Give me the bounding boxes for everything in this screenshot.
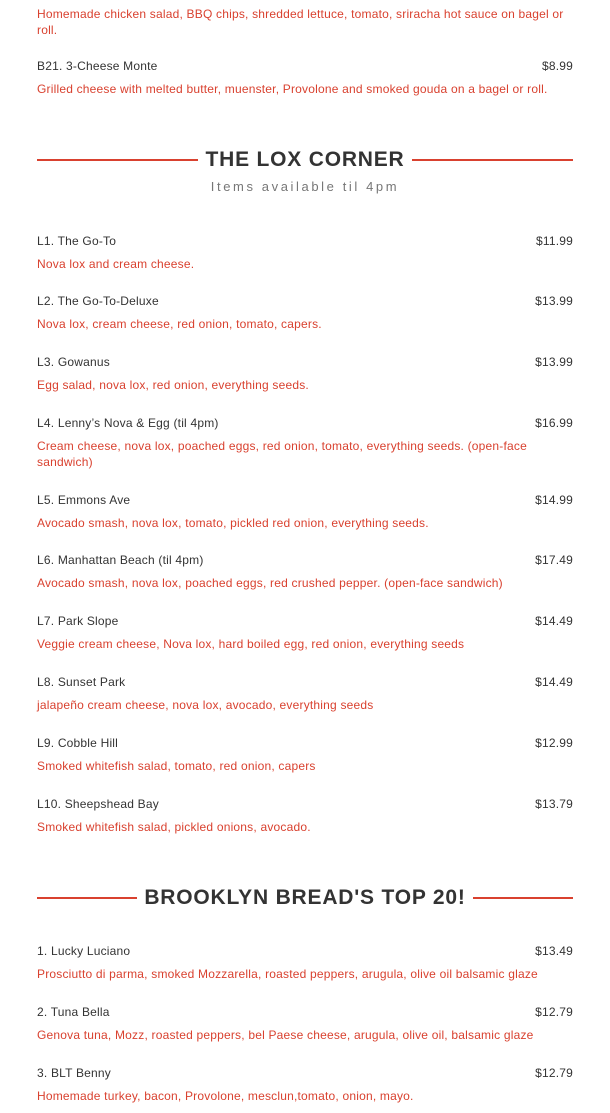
menu-item <box>37 58 573 97</box>
item-header <box>37 58 573 74</box>
item-name: L9. Cobble Hill <box>37 736 119 750</box>
item-description: Cream cheese, nova lox, poached eggs, red onion, tomato, everything seeds. (open-face sandwich) <box>37 439 527 469</box>
item-header <box>37 674 573 690</box>
item-name: 3. BLT Benny <box>37 1066 112 1080</box>
item-price: $14.49 <box>535 614 573 628</box>
item-name: L6. Manhattan Beach (til 4pm) <box>37 553 204 567</box>
item-header <box>37 492 573 508</box>
menu-item <box>37 674 573 713</box>
menu-item <box>37 1004 573 1043</box>
item-name: L8. Sunset Park <box>37 675 126 689</box>
item-price: $11.99 <box>535 234 573 248</box>
menu-item <box>37 354 573 393</box>
divider-left <box>37 897 137 899</box>
top20-section-header <box>37 886 573 910</box>
item-description: Egg salad, nova lox, red onion, everything seeds. <box>37 378 309 392</box>
item-price: $17.49 <box>535 553 573 567</box>
menu-item <box>37 552 573 591</box>
item-price: $8.99 <box>541 59 573 73</box>
item-description: Nova lox and cream cheese. <box>37 257 195 271</box>
item-header <box>37 552 573 568</box>
item-header <box>37 354 573 370</box>
lox-section-header <box>37 148 573 194</box>
item-description: Smoked whitefish salad, tomato, red onion, capers <box>37 759 316 773</box>
section-title: BROOKLYN BREAD'S TOP 20! <box>144 886 466 909</box>
item-header <box>37 293 573 309</box>
menu-item <box>37 796 573 835</box>
item-description: Avocado smash, nova lox, poached eggs, red crushed pepper. (open-face sandwich) <box>37 576 503 590</box>
item-header <box>37 796 573 812</box>
divider-left <box>37 159 198 161</box>
item-name: L7. Park Slope <box>37 614 119 628</box>
item-price: $12.79 <box>535 1066 573 1080</box>
item-name: 2. Tuna Bella <box>37 1005 110 1019</box>
divider-right <box>473 897 573 899</box>
item-header <box>37 943 573 959</box>
menu-item <box>37 233 573 272</box>
menu-item <box>37 492 573 531</box>
section-heading <box>37 886 573 910</box>
section-heading <box>37 148 573 172</box>
item-description: Veggie cream cheese, Nova lox, hard boiled egg, red onion, everything seeds <box>37 637 465 651</box>
item-price: $13.99 <box>535 355 573 369</box>
item-description: Homemade chicken salad, BBQ chips, shredded lettuce, tomato, sriracha hot sauce on bagel or roll. <box>37 7 564 37</box>
item-price: $13.99 <box>535 294 573 308</box>
item-price: $12.99 <box>535 736 573 750</box>
item-description: Avocado smash, nova lox, tomato, pickled red onion, everything seeds. <box>37 516 429 530</box>
menu-item <box>37 415 573 470</box>
divider-right <box>412 159 573 161</box>
item-name: L4. Lenny’s Nova & Egg (til 4pm) <box>37 416 219 430</box>
item-header <box>37 233 573 249</box>
item-description: Nova lox, cream cheese, red onion, tomato, capers. <box>37 317 322 331</box>
menu-item <box>37 1065 573 1104</box>
item-name: L5. Emmons Ave <box>37 493 131 507</box>
item-description: Smoked whitefish salad, pickled onions, avocado. <box>37 820 311 834</box>
item-header <box>37 1004 573 1020</box>
section-subtitle: Items available til 4pm <box>210 179 400 194</box>
item-name: B21. 3-Cheese Monte <box>37 59 158 73</box>
section-title: THE LOX CORNER <box>205 148 405 171</box>
item-header <box>37 1065 573 1081</box>
menu-item <box>37 293 573 332</box>
item-name: 1. Lucky Luciano <box>37 944 131 958</box>
menu-item <box>37 735 573 774</box>
item-name: L3. Gowanus <box>37 355 110 369</box>
item-description: Grilled cheese with melted butter, muenster, Provolone and smoked gouda on a bagel or roll. <box>37 82 548 96</box>
item-header <box>37 735 573 751</box>
menu-item <box>37 943 573 982</box>
item-name: L2. The Go-To-Deluxe <box>37 294 159 308</box>
item-description: Genova tuna, Mozz, roasted peppers, bel Paese cheese, arugula, olive oil, balsamic glaze <box>37 1028 534 1042</box>
item-price: $14.49 <box>535 675 573 689</box>
menu-item <box>37 613 573 652</box>
item-price: $16.99 <box>535 416 573 430</box>
item-description: Homemade turkey, bacon, Provolone, mesclun,tomato, onion, mayo. <box>37 1089 414 1103</box>
item-description: jalapeño cream cheese, nova lox, avocado, everything seeds <box>37 698 374 712</box>
menu-item <box>37 6 573 38</box>
item-price: $13.49 <box>535 944 573 958</box>
item-header <box>37 613 573 629</box>
item-price: $12.79 <box>535 1005 573 1019</box>
item-description: Prosciutto di parma, smoked Mozzarella, roasted peppers, arugula, olive oil balsamic glaze <box>37 967 538 981</box>
item-name: L1. The Go-To <box>37 234 117 248</box>
item-price: $13.79 <box>535 797 573 811</box>
item-price: $14.99 <box>535 493 573 507</box>
item-header <box>37 415 573 431</box>
item-name: L10. Sheepshead Bay <box>37 797 159 811</box>
